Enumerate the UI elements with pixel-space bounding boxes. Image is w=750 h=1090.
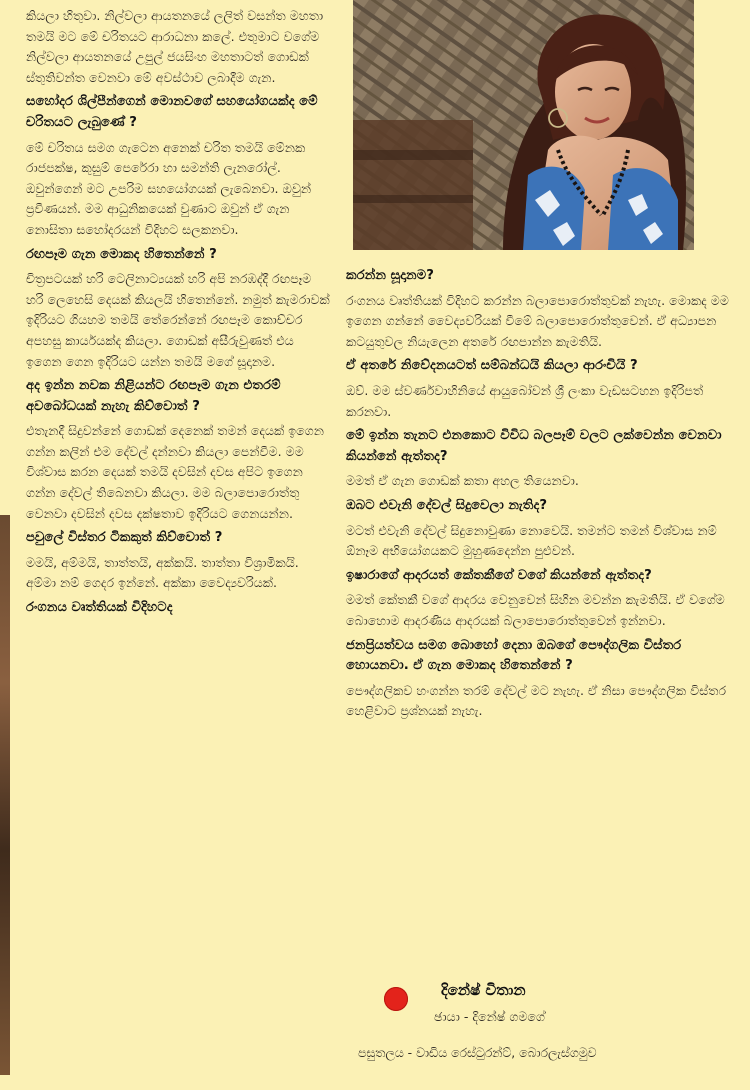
location-note: පසුතලය - වාඩිය රෙස්ටුරන්ට්, බොරලැස්ගමුව xyxy=(358,1045,597,1060)
interview-question: ඒ අතරේ නිවේදනයටත් සම්බන්ධයි කියලා ආරංචියි ? xyxy=(346,358,638,374)
interview-answer: මේ චරිතය සමග ගැටෙන අනෙක් චරිත තමයි මේනක රාජපක්ෂ, කුසුම් පෙරේරා හා සමන්ති ලැනරෝල්. ඔවුන්ගෙන් මට උපරිම සහයෝගයක් ලැබෙනවා. ඔවුන් ප්‍රවීණයන්. මම ආධුනිකයෙක් වුණාට ඔවුන් ඒ ගැන නොසිතා සහෝදරයන් විදිහට සලකනවා. xyxy=(26,139,312,237)
interview-question: රංගනය වෘත්තියක් විදිහටද xyxy=(26,600,173,616)
interview-question: ඔබට එවැනි දේවල් සිදුවෙලා නැතිද? xyxy=(346,497,548,513)
interview-question: ඉෂාරාගේ ආදරයත් කේතකීගේ වගේ කියන්නේ ඇත්තද? xyxy=(346,567,652,583)
left-column xyxy=(26,6,332,623)
interview-answer: මටත් එවැනි දේවල් සිදුනොවුණා නොවෙයි. තමන්ට තමන් විශ්වාස නම් ඕනෑම අභියෝගයකට මුහුණදෙන්න පුළුවන්. xyxy=(346,522,717,559)
interview-question: ජනප්‍රියත්වය සමග බොහෝ දෙනා ඔබගේ පෞද්ගලික විස්තර හොයනවා. ඒ ගැන මොකද හිතෙන්නේ ? xyxy=(346,637,682,674)
interview-question: අද ඉන්න නවක නිළියන්ට රඟපෑම ගැන එතරම් අවබෝධයක් නැහැ කිව්වොත් ? xyxy=(26,378,281,414)
photo-credit: ඡායා - දිනේෂ් ගමගේ xyxy=(434,1009,545,1024)
interview-question: රඟපෑම ගැන මොකද හිතෙන්නේ ? xyxy=(26,246,217,262)
interview-answer: මමයි, අම්මයි, තාත්තයි, අක්කයි. තාත්තා විශ්‍රාමිකයි. අම්මා නම් ගෙදර ඉන්නේ. අක්කා වෛද්‍යවරියක්. xyxy=(26,554,299,591)
interview-answer: මමත් කේතකී වගේ ආදරය වෙනුවෙන් සිහින මවන්න කැමතියි. ඒ වගේම බොහොම ආදරණීය ආදරයක් බලාපොරොත්තුවෙන් ඉන්නවා. xyxy=(346,592,725,628)
interview-answer: එතැනදී සිදුවන්නේ ගොඩක් දෙනෙක් තමන් දෙයක් ඉගෙන ගන්න කලින් එම දේවල් දන්නවා කියලා පෙන්වීම. මම විශ්වාස කරන දෙයක් තමයි දවසින් දවස අපිට ඉගෙන ගන්න දේවල් තිබෙනවා කියලා. මම බලාපොරොත්තු වෙනවා දවසින් දවස දක්ෂතාව ඉදිරියට ගෙනයන්න. xyxy=(26,423,324,521)
interview-question: සහෝදර ශිල්පීන්ගෙන් මොනවගේ සහයෝගයක්ද මේ චරිතයට ලැබුණේ ? xyxy=(26,94,318,130)
interview-question: පවුලේ විස්තර ටිකකුත් කිව්වොත් ? xyxy=(26,530,223,546)
interview-answer: මමත් ඒ ගැන ගොඩක් කතා අහල තියෙනවා. xyxy=(346,473,579,489)
red-dot-icon xyxy=(384,987,408,1011)
interview-answer: චිත්‍රපටයක් හරි ටෙලිනාට්‍යයක් හරි අපි නරඹද්දී රඟපෑම හරි ලෙහෙසි දෙයක් කියලයි හිතෙන්නේ. නමුත් කැමරාවක් ඉදිරියට ගියහම තමයි තේරෙන්නේ රඟපෑම කොච්චර අපහසු කාර්යයක්ද කියලා. ගොඩක් අසීරුවුණත් එය ඉගෙන ගෙන ඉදිරියට යන්න තමයි මගේ සූදානම. xyxy=(26,271,330,369)
interview-answer: ඔව්. මම ස්වර්ණවාහිනියේ ආයුබෝවන් ශ්‍රී ලංකා වැඩසටහන ඉදිරිපත් කරනවා. xyxy=(346,382,704,419)
interview-answer: කියලා හිතුවා. නිල්වලා ආයතනයේ ලලිත් වසන්ත මහතා තමයි මට මේ චරිතයට ආරාධනා කලේ. එතුමාට වගේම නිල්වලා ආයතනයේ උපුල් ජයසිංහ මහතාටත් ගොඩක් ස්තුතිවන්ත වෙනවා මේ අවස්ථාව ලබාදීම ගැන. xyxy=(26,8,324,85)
portrait-photo xyxy=(353,0,694,250)
byline xyxy=(384,975,724,1045)
portrait-illustration xyxy=(353,0,694,250)
interview-question: මේ ඉන්න තැනට එනකොට විවිධ බලපෑම් වලට ලක්වෙන්න වෙනවා කියන්නේ ඇත්තද? xyxy=(346,428,722,464)
interview-answer: රංගනය වෘත්තියක් විදිහට කරන්න බලාපොරොත්තුවක් නැහැ. මොකද මම ඉගෙන ගන්නේ වෛද්‍යවරියක් වීමේ බලාපොරොත්තුවෙන්. ඒ අධ්‍යාපන කටයුතුවල නියැලෙන අතරේ රඟපාන්න කැමතියි. xyxy=(346,292,729,349)
adjacent-page-edge xyxy=(0,515,10,1075)
author-name: දිනේෂ් විතාන xyxy=(441,981,526,999)
interview-answer: පෞද්ගලිකව හංගන්න තරම් දේවල් මට නැහැ. ඒ නිසා පෞද්ගලික විස්තර හෙළිවාට ප්‍රශ්නයක් නැහැ. xyxy=(346,682,727,719)
interview-question: කරන්න සූදානම? xyxy=(346,268,434,283)
right-column xyxy=(346,266,730,726)
